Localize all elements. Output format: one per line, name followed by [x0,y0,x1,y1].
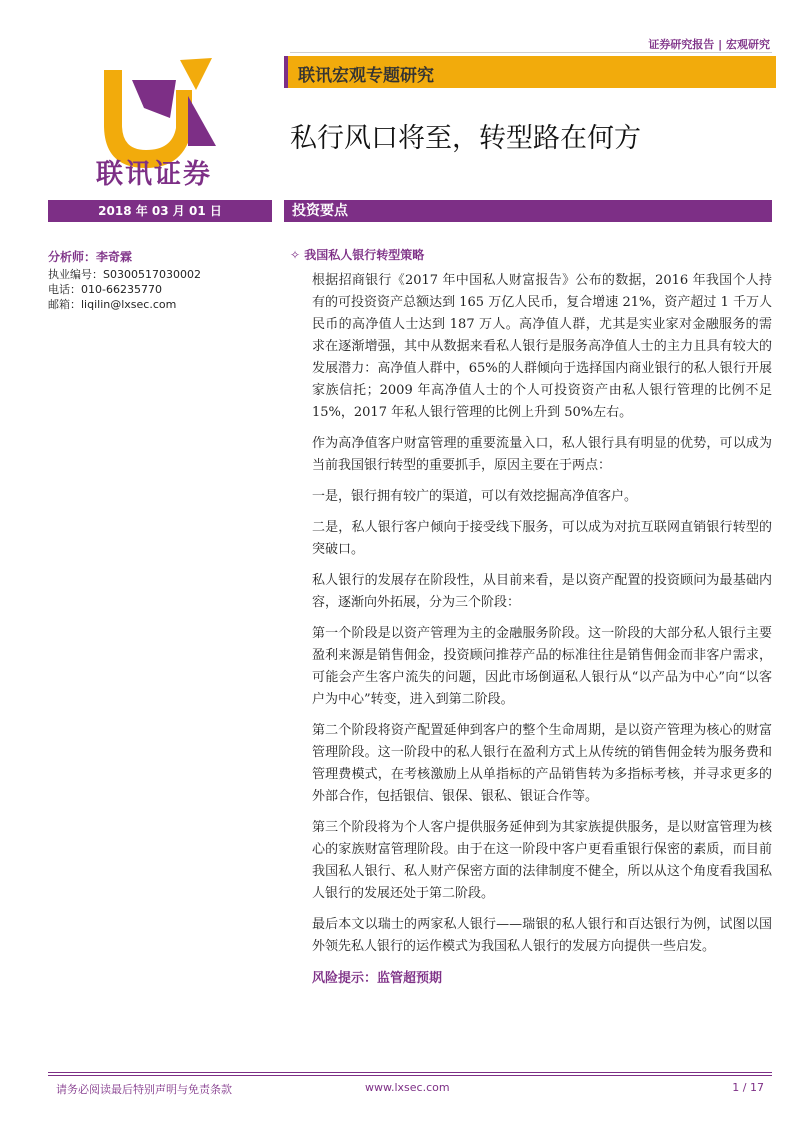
report-date: 2018 年 03 月 01 日 [48,200,272,222]
risk-warning: 风险提示：监管超预期 [312,971,443,986]
company-logo-text: 联讯证券 [96,159,212,190]
analyst-license: 执业编号：S0300517030002 [48,268,201,281]
paragraph: 一是，银行拥有较广的渠道，可以有效挖掘高净值客户。 [312,489,638,504]
analyst-email: 邮箱：liqilin@lxsec.com [48,298,177,311]
key-points-label: 投资要点 [292,203,348,219]
series-banner [284,56,776,88]
footer-website-link[interactable]: www.lxsec.com [365,1081,450,1094]
paragraph: 第二个阶段将资产配置延伸到客户的整个生命周期，是以资产管理为核心的财富管理阶段。这一阶段中的私人银行在盈利方式上从传统的销售佣金转为服务费和管理费模式，在考核激励上从单指标的产品销售转为多指标考核，并寻求更多的外部合作，包括银信、银保、银私、银证合作等。 [312,723,772,804]
report-title: 私行风口将至，转型路在何方 [290,123,641,154]
report-category-tag: 证券研究报告 | 宏观研究 [648,38,770,51]
paragraph: 作为高净值客户财富管理的重要流量入口，私人银行具有明显的优势，可以成为当前我国银行转型的重要抓手，原因主要在于两点： [312,436,772,473]
paragraph: 第一个阶段是以资产管理为主的金融服务阶段。这一阶段的大部分私人银行主要盈利来源是销售佣金，投资顾问推荐产品的标准往往是销售佣金而非客户需求，可能会产生客户流失的问题，因此市场倒逼私人银行从“以产品为中心”向“以客户为中心”转变，进入到第二阶段。 [312,626,772,707]
footer-divider [48,1075,772,1076]
analyst-name: 分析师：李奇霖 [48,250,133,264]
page-number: 1 / 17 [732,1081,764,1094]
report-body [312,270,772,986]
header-divider [290,52,772,53]
series-title: 联讯宏观专题研究 [298,66,434,86]
footer-disclaimer: 请务必阅读最后特别声明与免责条款 [56,1083,232,1096]
footer-divider [48,1072,772,1073]
analyst-info [48,248,268,312]
section-heading: ✧ 我国私人银行转型策略 [290,248,425,262]
analyst-phone: 电话：010-66235770 [48,283,162,296]
key-points-bar [284,200,772,222]
paragraph: 根据招商银行《2017 年中国私人财富报告》公布的数据，2016 年我国个人持有的可投资资产总额达到 165 万亿人民币，复合增速 21%，资产超过 1 千万人民币的高净值人士达到 187 万人。高净值人群，尤其是实业家对金融服务的需求在逐渐增强，其中从数据来看私人银行是服务高净值人士的主力且具有较大的发展潜力：高净值人群中，65%的人群倾向于选择国内商业银行的私人银行开展家族信托；2009 年高净值人士的个人可投资资产由私人银行管理的比例不足 15%，2017 年私人银行管理的比例上升到 50%左右。 [312,273,772,420]
paragraph: 第三个阶段将为个人客户提供服务延伸到为其家族提供服务，是以财富管理为核心的家族财富管理阶段。由于在这一阶段中客户更看重银行保密的素质，而目前我国私人银行、私人财产保密方面的法律制度不健全，所以从这个角度看我国私人银行的发展还处于第二阶段。 [312,820,772,901]
paragraph: 二是，私人银行客户倾向于接受线下服务，可以成为对抗互联网直销银行转型的突破口。 [312,520,772,557]
paragraph: 最后本文以瑞士的两家私人银行——瑞银的私人银行和百达银行为例，试图以国外领先私人银行的运作模式为我国私人银行的发展方向提供一些启发。 [312,917,772,954]
paragraph: 私人银行的发展存在阶段性，从目前来看，是以资产配置的投资顾问为最基础内容，逐渐向外拓展，分为三个阶段： [312,573,772,610]
